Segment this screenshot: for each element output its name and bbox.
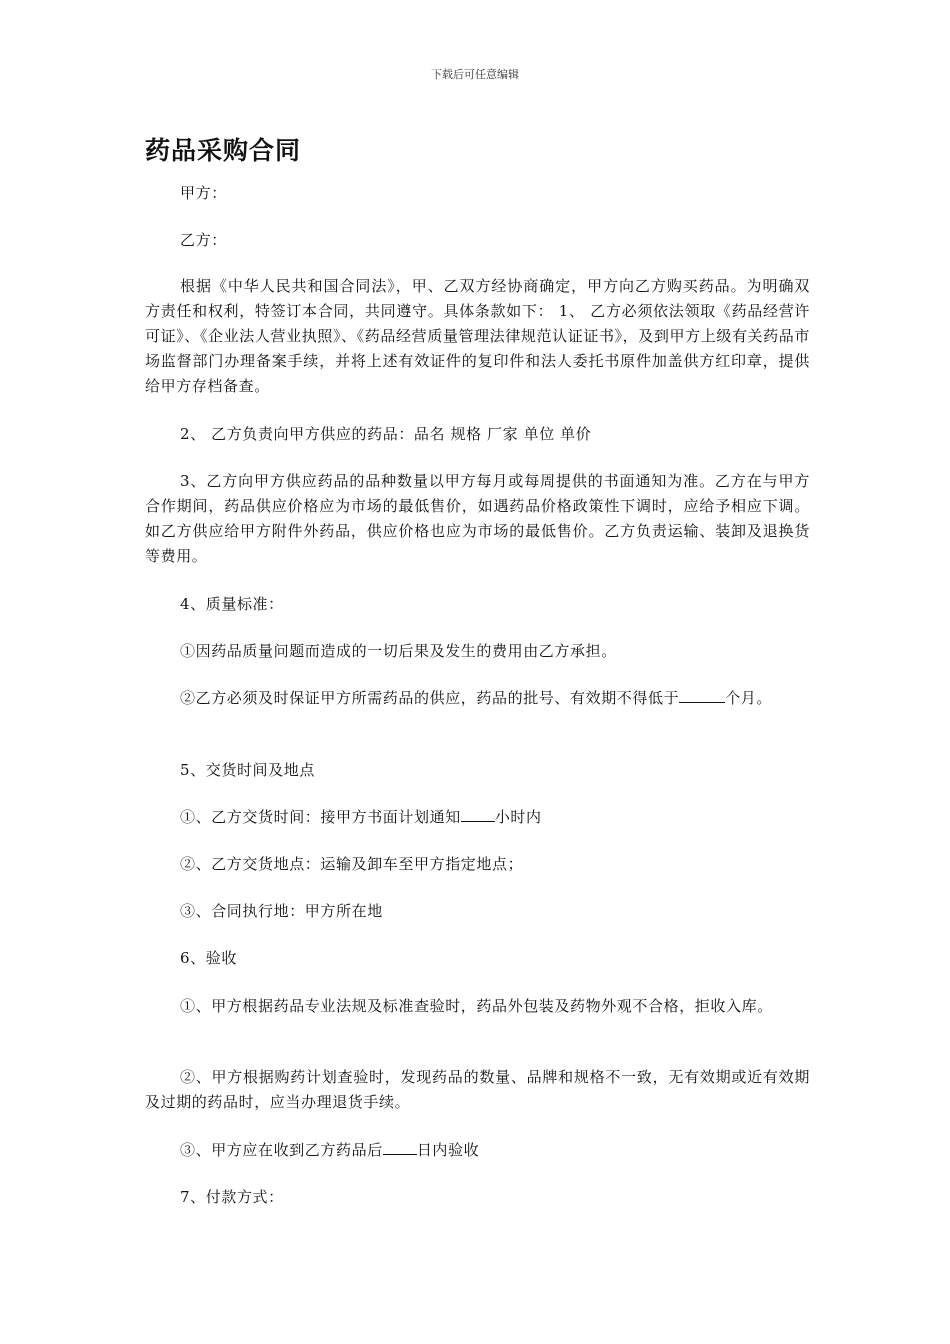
clause-5-item-1-text: ①、乙方交货时间：接甲方书面计划通知 (180, 808, 461, 826)
clause-5-heading: 5、交货时间及地点 (180, 761, 315, 779)
clause-6-item-3-suffix: 日内验收 (416, 1141, 480, 1159)
clause-4-item-1: ①因药品质量问题而造成的一切后果及发生的费用由乙方承担。 (180, 642, 617, 660)
clause-3: 3、乙方向甲方供应药品的品种数量以甲方每月或每周提供的书面通知为准。乙方在与甲方合作期间，药品供应价格应为市场的最低售价，如遇药品价格政策性下调时，应给予相应下调。如乙方供应给甲方附件外药品，供应价格也应为市场的最低售价。乙方负责运输、装卸及退换货等费用。 (145, 472, 810, 565)
clause-5-item-1-suffix: 小时内 (494, 808, 542, 826)
clause-5-item-1 (145, 805, 810, 830)
intro-paragraph: 根据《中华人民共和国合同法》，甲、乙双方经协商确定，甲方向乙方购买药品。为明确双方责任和权利，特签订本合同，共同遵守。具体条款如下： 1、 乙方必须依法领取《药品经营许可证》、《企业法人营业执照》、《药品经营质量管理法律规范认证证书》，及到甲方上级有关药品市场监督部门办理备案手续，并将上述有效证件的复印件和法人委托书原件加盖供方红印章，提供给甲方存档备查。 (145, 277, 810, 395)
clause-5-item-3: ③、合同执行地：甲方所在地 (180, 902, 383, 920)
hours-blank (461, 807, 495, 822)
clause-6-item-2: ②、甲方根据购药计划查验时，发现药品的数量、品牌和规格不一致，无有效期或近有效期及过期的药品时，应当办理退货手续。 (145, 1068, 810, 1111)
clause-7-heading: 7、付款方式： (180, 1188, 284, 1206)
party-a-line: 甲方： (180, 184, 227, 202)
clause-4-item-2-text: ②乙方必须及时保证甲方所需药品的供应，药品的批号、有效期不得低于 (180, 689, 680, 707)
page-header-note: 下载后可任意编辑 (431, 68, 519, 81)
clause-4-item-2 (145, 686, 810, 711)
days-blank (383, 1140, 417, 1155)
clause-6-item-1: ①、甲方根据药品专业法规及标准查验时，药品外包装及药物外观不合格，拒收入库。 (180, 997, 773, 1015)
clause-5-item-2: ②、乙方交货地点：运输及卸车至甲方指定地点； (180, 855, 524, 873)
document-title: 药品采购合同 (145, 136, 302, 165)
clause-6-item-3-text: ③、甲方应在收到乙方药品后 (180, 1141, 383, 1159)
clause-6-item-3 (145, 1138, 810, 1163)
months-blank (679, 688, 725, 703)
clause-2: 2、 乙方负责向甲方供应的药品：品名 规格 厂家 单位 单价 (180, 425, 592, 443)
clause-6-heading: 6、验收 (180, 949, 237, 967)
clause-4-heading: 4、质量标准： (180, 595, 284, 613)
party-b-line: 乙方： (180, 231, 227, 249)
clause-4-item-2-suffix: 个月。 (725, 689, 773, 707)
